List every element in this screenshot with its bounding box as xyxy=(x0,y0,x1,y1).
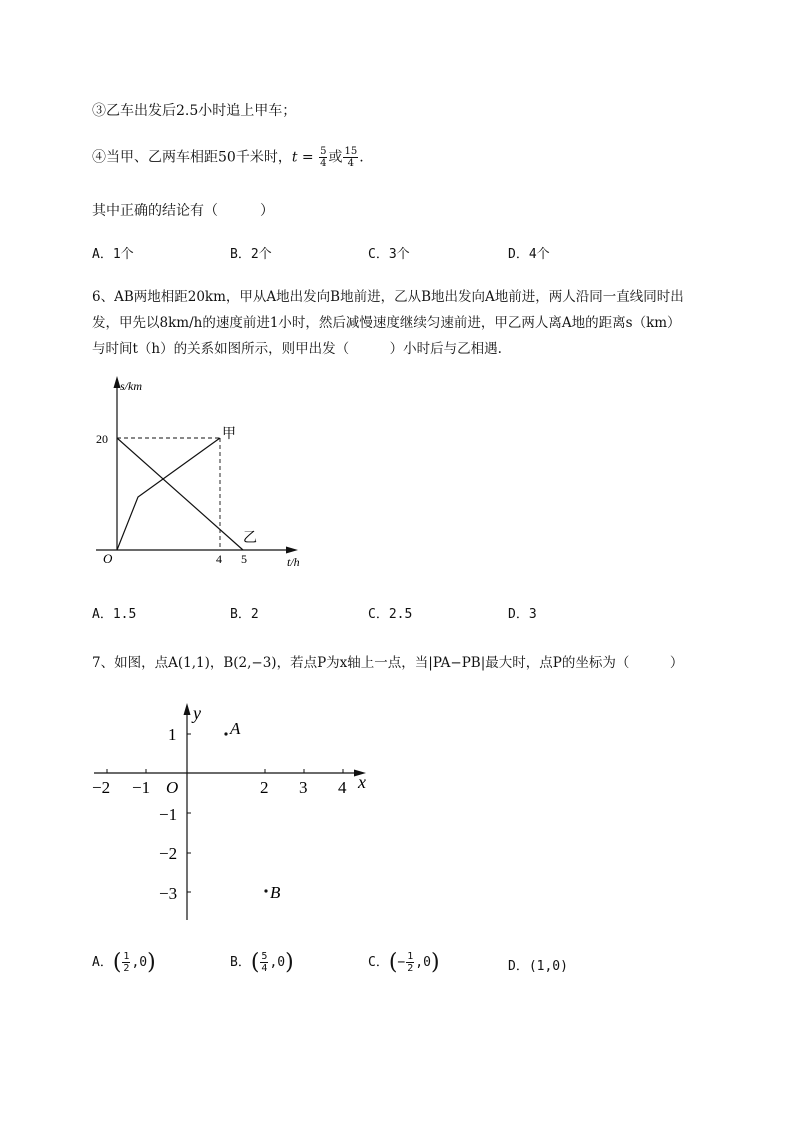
frac-den: 2 xyxy=(123,963,130,974)
option-label: D． xyxy=(508,959,529,974)
fraction-5-4 xyxy=(260,951,268,974)
paren-close: ) xyxy=(560,959,568,974)
x-tick-4: 4 xyxy=(216,552,222,566)
q7-option-d[interactable] xyxy=(508,955,568,974)
frac-num: 15 xyxy=(344,146,358,157)
frac-num: 1 xyxy=(123,951,130,962)
x-axis-label: t/h xyxy=(287,555,300,569)
frac-num: 5 xyxy=(320,146,327,157)
fraction-15-4 xyxy=(343,146,358,169)
origin-label: O xyxy=(166,778,179,797)
paren-close: ) xyxy=(430,950,440,975)
point-a-dot xyxy=(224,732,227,735)
option-label: C． xyxy=(368,955,389,970)
x-axis-arrow xyxy=(286,547,298,554)
x-tick-label-neg2: −2 xyxy=(92,778,111,797)
line-jia xyxy=(117,438,220,550)
paren-open: ( xyxy=(250,950,260,975)
y-tick-label-neg1: −1 xyxy=(159,805,178,824)
paren-close: ) xyxy=(285,950,294,975)
line-yi xyxy=(117,438,243,550)
origin-label: O xyxy=(103,551,113,566)
fraction-5-4 xyxy=(319,146,327,169)
q5-option-a[interactable]: A．1个 xyxy=(92,247,134,262)
statement-4 xyxy=(92,146,364,169)
option-value: 1,0 xyxy=(536,959,561,974)
frac-den: 4 xyxy=(347,158,355,169)
q5-option-c[interactable]: C．3个 xyxy=(368,247,410,262)
or-text: 或 xyxy=(328,149,343,166)
y-tick-marks xyxy=(187,734,191,892)
q7-option-a[interactable] xyxy=(92,950,156,975)
option-rest: ,0 xyxy=(131,955,148,970)
frac-den: 2 xyxy=(407,963,414,974)
point-b-label: B xyxy=(270,883,281,902)
q6-distance-time-graph xyxy=(80,370,320,580)
period: . xyxy=(359,149,364,166)
x-tick-label-2: 2 xyxy=(260,778,269,797)
q6-option-c[interactable]: C．2.5 xyxy=(368,607,413,622)
y-tick-label-neg3: −3 xyxy=(159,884,178,903)
x-tick-5: 5 xyxy=(241,552,247,566)
paren-close: ) xyxy=(147,950,156,975)
y-axis-label: y xyxy=(193,703,201,723)
statement-4-text: ④当甲、乙两车相距50千米时， xyxy=(92,149,292,166)
frac-den: 4 xyxy=(261,963,268,974)
q7-option-b[interactable] xyxy=(230,950,294,975)
frac-den: 4 xyxy=(320,158,327,169)
q7-coordinate-graph xyxy=(86,695,386,930)
frac-num: 5 xyxy=(261,951,268,962)
y-axis-arrow xyxy=(184,703,191,715)
q5-option-d[interactable]: D．4个 xyxy=(508,247,550,262)
option-label: A． xyxy=(92,955,113,970)
q6-option-d[interactable]: D．3 xyxy=(508,607,537,622)
option-rest: ,0 xyxy=(269,955,286,970)
y-tick-label-1: 1 xyxy=(168,725,177,744)
y-tick-label-neg2: −2 xyxy=(159,844,178,863)
q6-line-2: 发，甲先以8km/h的速度前进1小时，然后减慢速度继续匀速前进，甲乙两人离A地的距离s（km） xyxy=(92,315,681,331)
x-tick-label-3: 3 xyxy=(299,778,308,797)
q6-line-3: 与时间t（h）的关系如图所示，则甲出发（ ）小时后与乙相遇. xyxy=(92,341,502,357)
label-yi: 乙 xyxy=(243,531,257,546)
option-rest: ,0 xyxy=(415,955,431,970)
q5-option-b[interactable]: B．2个 xyxy=(230,247,272,262)
var-t: t xyxy=(291,149,298,166)
y-axis-label: s/km xyxy=(120,379,142,393)
frac-num: 1 xyxy=(407,951,414,962)
paren-open: ( xyxy=(112,950,122,975)
question-prompt: 其中正确的结论有（ ） xyxy=(92,203,274,219)
label-jia: 甲 xyxy=(222,427,236,442)
paren-open: ( xyxy=(388,950,398,975)
x-axis-label: x xyxy=(358,772,366,792)
x-tick-label-neg1: −1 xyxy=(132,778,151,797)
q7-text: 7、如图，点A(1,1)，B(2,−3)，若点P为x轴上一点，当|PA−PB|最大时，点P的坐标为（ ） xyxy=(92,655,684,671)
equals: = xyxy=(297,149,319,166)
fraction-1-2 xyxy=(122,951,130,974)
q7-option-c[interactable] xyxy=(368,950,440,975)
point-a-label: A xyxy=(230,719,241,738)
x-tick-label-4: 4 xyxy=(338,778,347,797)
q6-option-a[interactable]: A．1.5 xyxy=(92,607,137,622)
point-b-dot xyxy=(264,889,267,892)
minus-sign: − xyxy=(397,955,406,970)
fraction-1-2 xyxy=(406,951,414,974)
y-tick-20: 20 xyxy=(96,432,108,446)
option-label: B． xyxy=(230,955,251,970)
paren-open: ( xyxy=(528,959,537,974)
q6-line-1: 6、AB两地相距20km，甲从A地出发向B地前进，乙从B地出发向A地前进，两人沿同一直线同时出 xyxy=(92,289,684,305)
statement-3: ③乙车出发后2.5小时追上甲车； xyxy=(92,103,297,119)
q6-option-b[interactable]: B．2 xyxy=(230,607,259,622)
